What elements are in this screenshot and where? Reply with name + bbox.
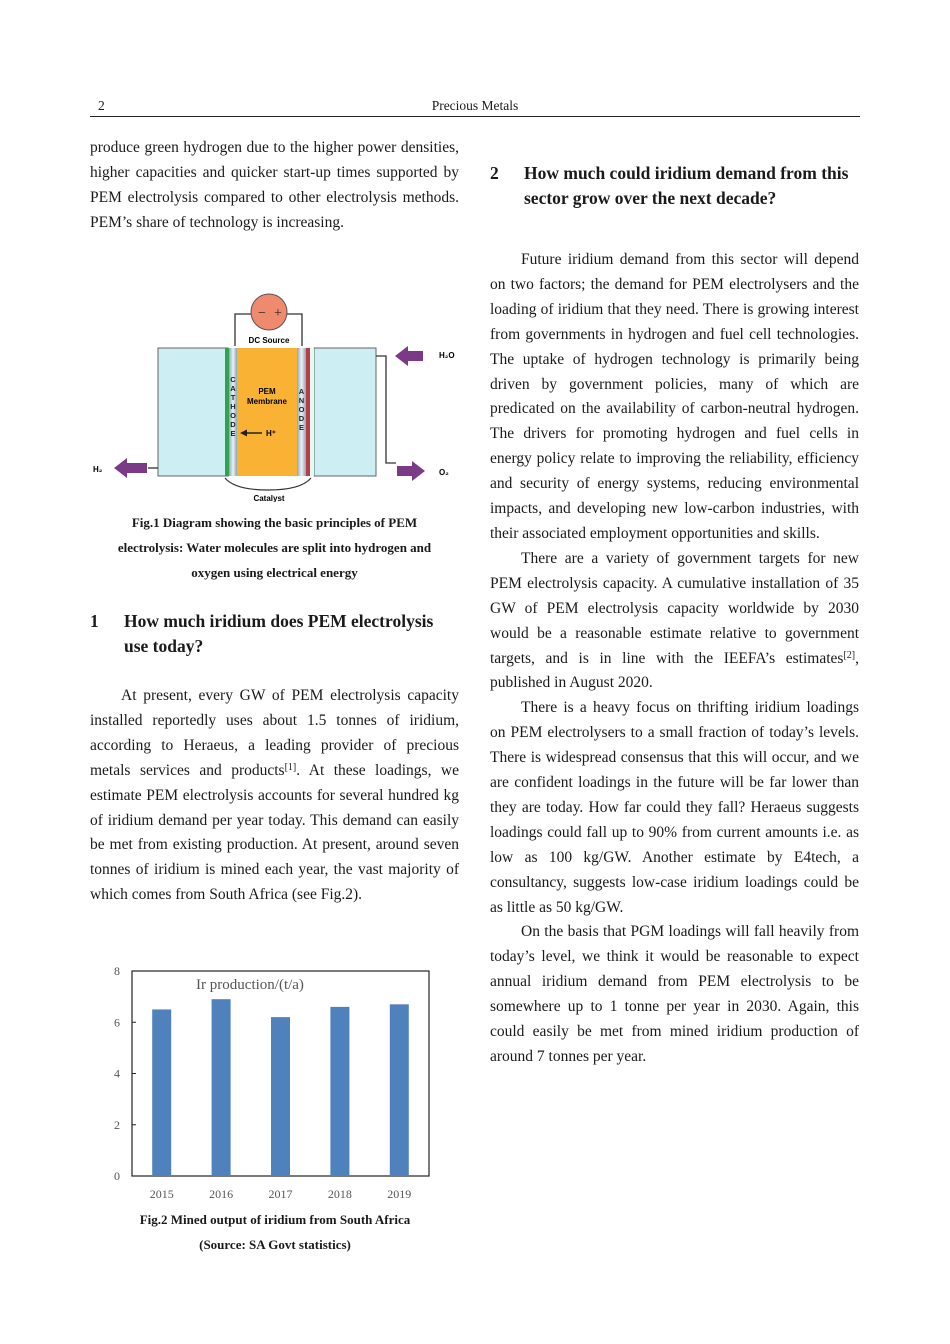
bar-2019: [390, 1004, 409, 1176]
pem-diagram: [90, 290, 460, 502]
figure-2-caption: [90, 1207, 460, 1257]
section-1-paragraph: [90, 684, 459, 908]
section-2-paragraph: On the basis that PGM loadings will fall heavily from today’s level, we think it would be reasonable to expect annual iridium demand from PEM electrolysis to be somewhere up to 1 tonne per year in 2030. Again, this could easily be met from mined iridium production of around 7 tonnes per year.: [490, 923, 859, 1065]
figure-2-chart: [90, 960, 460, 1210]
x-tick-label: 2019: [387, 1187, 412, 1201]
figure-1-caption-line: oxygen using electrical energy: [191, 565, 358, 580]
y-tick-label: 6: [114, 1015, 120, 1030]
chart-title: Ir production/(t/a): [196, 977, 304, 993]
figure-1: [90, 290, 460, 502]
x-tick-label: 2016: [209, 1187, 234, 1201]
plus-sign: +: [274, 306, 282, 321]
figure-1-caption: [90, 510, 459, 585]
figure-2-caption-line: Fig.2 Mined output of iridium from South Africa: [139, 1212, 411, 1227]
section-number: 1: [90, 611, 99, 631]
o2-label: O₂: [439, 468, 449, 477]
left-column-lower: [90, 510, 459, 908]
h2-label: H₂: [93, 465, 103, 474]
paragraph-text: At present, every GW of PEM electrolysis capacity installed reportedly uses about 1.5 tonnes of iridium, according to Heraeus, a leading provider of precious metals services and products: [90, 687, 459, 779]
minus-sign: −: [258, 306, 266, 321]
bar-2015: [152, 1009, 171, 1176]
h2-outlet-arrow-icon: [114, 458, 147, 478]
dc-source-label: DC Source: [248, 336, 290, 345]
cathode-letter: A: [230, 384, 236, 393]
pem-membrane: [237, 348, 297, 476]
x-tick-label: 2015: [149, 1187, 174, 1201]
section-2-heading: [490, 161, 859, 211]
catalyst-label: Catalyst: [253, 494, 285, 502]
section-2-paragraph: There is a heavy focus on thrifting iridium loadings on PEM electrolysers to a small fraction of today’s levels. There is widespread consensus that this will occur, and we are confident loadings in the future will be far lower than they are today. How far could they fall? Heraeus suggests loadings could fall up to 90% from current amounts i.e. as low as 100 kg/GW. Another estimate by E4tech, a consultancy, suggests low-case iridium loadings could be as little as 50 kg/GW.: [490, 699, 859, 916]
reference-2: [2]: [843, 649, 856, 661]
figure-2-caption-line: (Source: SA Govt statistics): [199, 1237, 351, 1252]
y-tick-label: 0: [114, 1169, 120, 1183]
paragraph-text: . At these loadings, we estimate PEM electrolysis accounts for several hundred kg of iridium demand per year today. This demand can easily be met from existing production. At present, around seven tonnes of iridium is mined each year, the vast majority of which comes from South Africa (see Fig.2).: [90, 761, 460, 904]
anode-letter: D: [298, 414, 305, 423]
cathode-letter: E: [230, 429, 236, 438]
section-title: How much could iridium demand from this sector grow over the next decade?: [524, 163, 849, 208]
x-tick-label: 2017: [268, 1187, 293, 1201]
y-tick-label: 2: [114, 1117, 120, 1132]
figure-1-caption-line: Fig.1 Diagram showing the basic principles of PEM: [131, 515, 418, 530]
left-column: [90, 136, 459, 236]
h2o-inlet-arrow-icon: [395, 346, 423, 366]
membrane-label-2: Membrane: [246, 397, 288, 406]
bar-2016: [212, 999, 231, 1176]
section-number: 2: [490, 163, 499, 183]
proton-label: H⁺: [266, 429, 276, 438]
reference-1: [1]: [284, 761, 297, 773]
y-tick-label: 8: [114, 964, 120, 978]
right-column: [490, 161, 859, 1070]
section-1-heading: [90, 609, 459, 659]
cathode-letter: D: [230, 420, 236, 429]
cathode-letter: T: [230, 393, 236, 402]
section-title: How much iridium does PEM electrolysis use today?: [124, 611, 434, 656]
membrane-label-1: PEM: [258, 387, 276, 396]
page-number: 2: [98, 98, 105, 113]
cathode-letter: H: [230, 402, 236, 411]
y-tick-label: 4: [114, 1066, 120, 1081]
journal-title: Precious Metals: [431, 98, 519, 113]
cathode-letter: C: [230, 375, 236, 384]
anode-letter: N: [298, 396, 305, 405]
iridium-bar-chart: [90, 960, 460, 1210]
anode-letter: A: [298, 387, 305, 396]
intro-paragraph: produce green hydrogen due to the higher power densities, higher capacities and quicker start-up times supported by PEM electrolysis compared to other electrolysis methods. PEM’s share of technology is increasing.: [90, 139, 459, 231]
section-2-paragraph: Future iridium demand from this sector will depend on two factors; the demand for PEM electrolysers and the loading of iridium that they need. There is growing interest from governments in hydrogen and fuel cell technologies. The uptake of hydrogen technology is primarily being driven by government policies, many of which are predicated on the availability of carbon-neutral hydrogen. The drivers for promoting hydrogen and fuel cells in energy policy relate to improving the reliability, efficiency and security of energy systems, reducing environmental impacts, and developing new low-carbon industries, with their associated employment opportunities and skills.: [490, 251, 859, 542]
cathode-letter: O: [230, 411, 236, 420]
x-tick-label: 2018: [327, 1187, 352, 1201]
bar-2017: [271, 1017, 290, 1176]
paragraph-text: There are a variety of government targets for new PEM electrolysis capacity. A cumulative installation of 35 GW of PEM electrolysis capacity worldwide by 2030 would be a reasonable estimate relative to government targets, and is in line with the IEEFA’s estimates: [490, 549, 859, 667]
o2-outlet-arrow-icon: [397, 461, 425, 481]
section-2-paragraph: [490, 547, 859, 696]
paragraph-text: , published in August 2020.: [490, 649, 859, 692]
h2o-label: H₂O: [439, 351, 455, 360]
page-header: [90, 98, 860, 117]
bar-2018: [330, 1007, 349, 1176]
anode-letter: E: [298, 423, 305, 432]
figure-1-caption-line: electrolysis: Water molecules are split into hydrogen and: [117, 540, 432, 555]
anode-letter: O: [298, 405, 305, 414]
